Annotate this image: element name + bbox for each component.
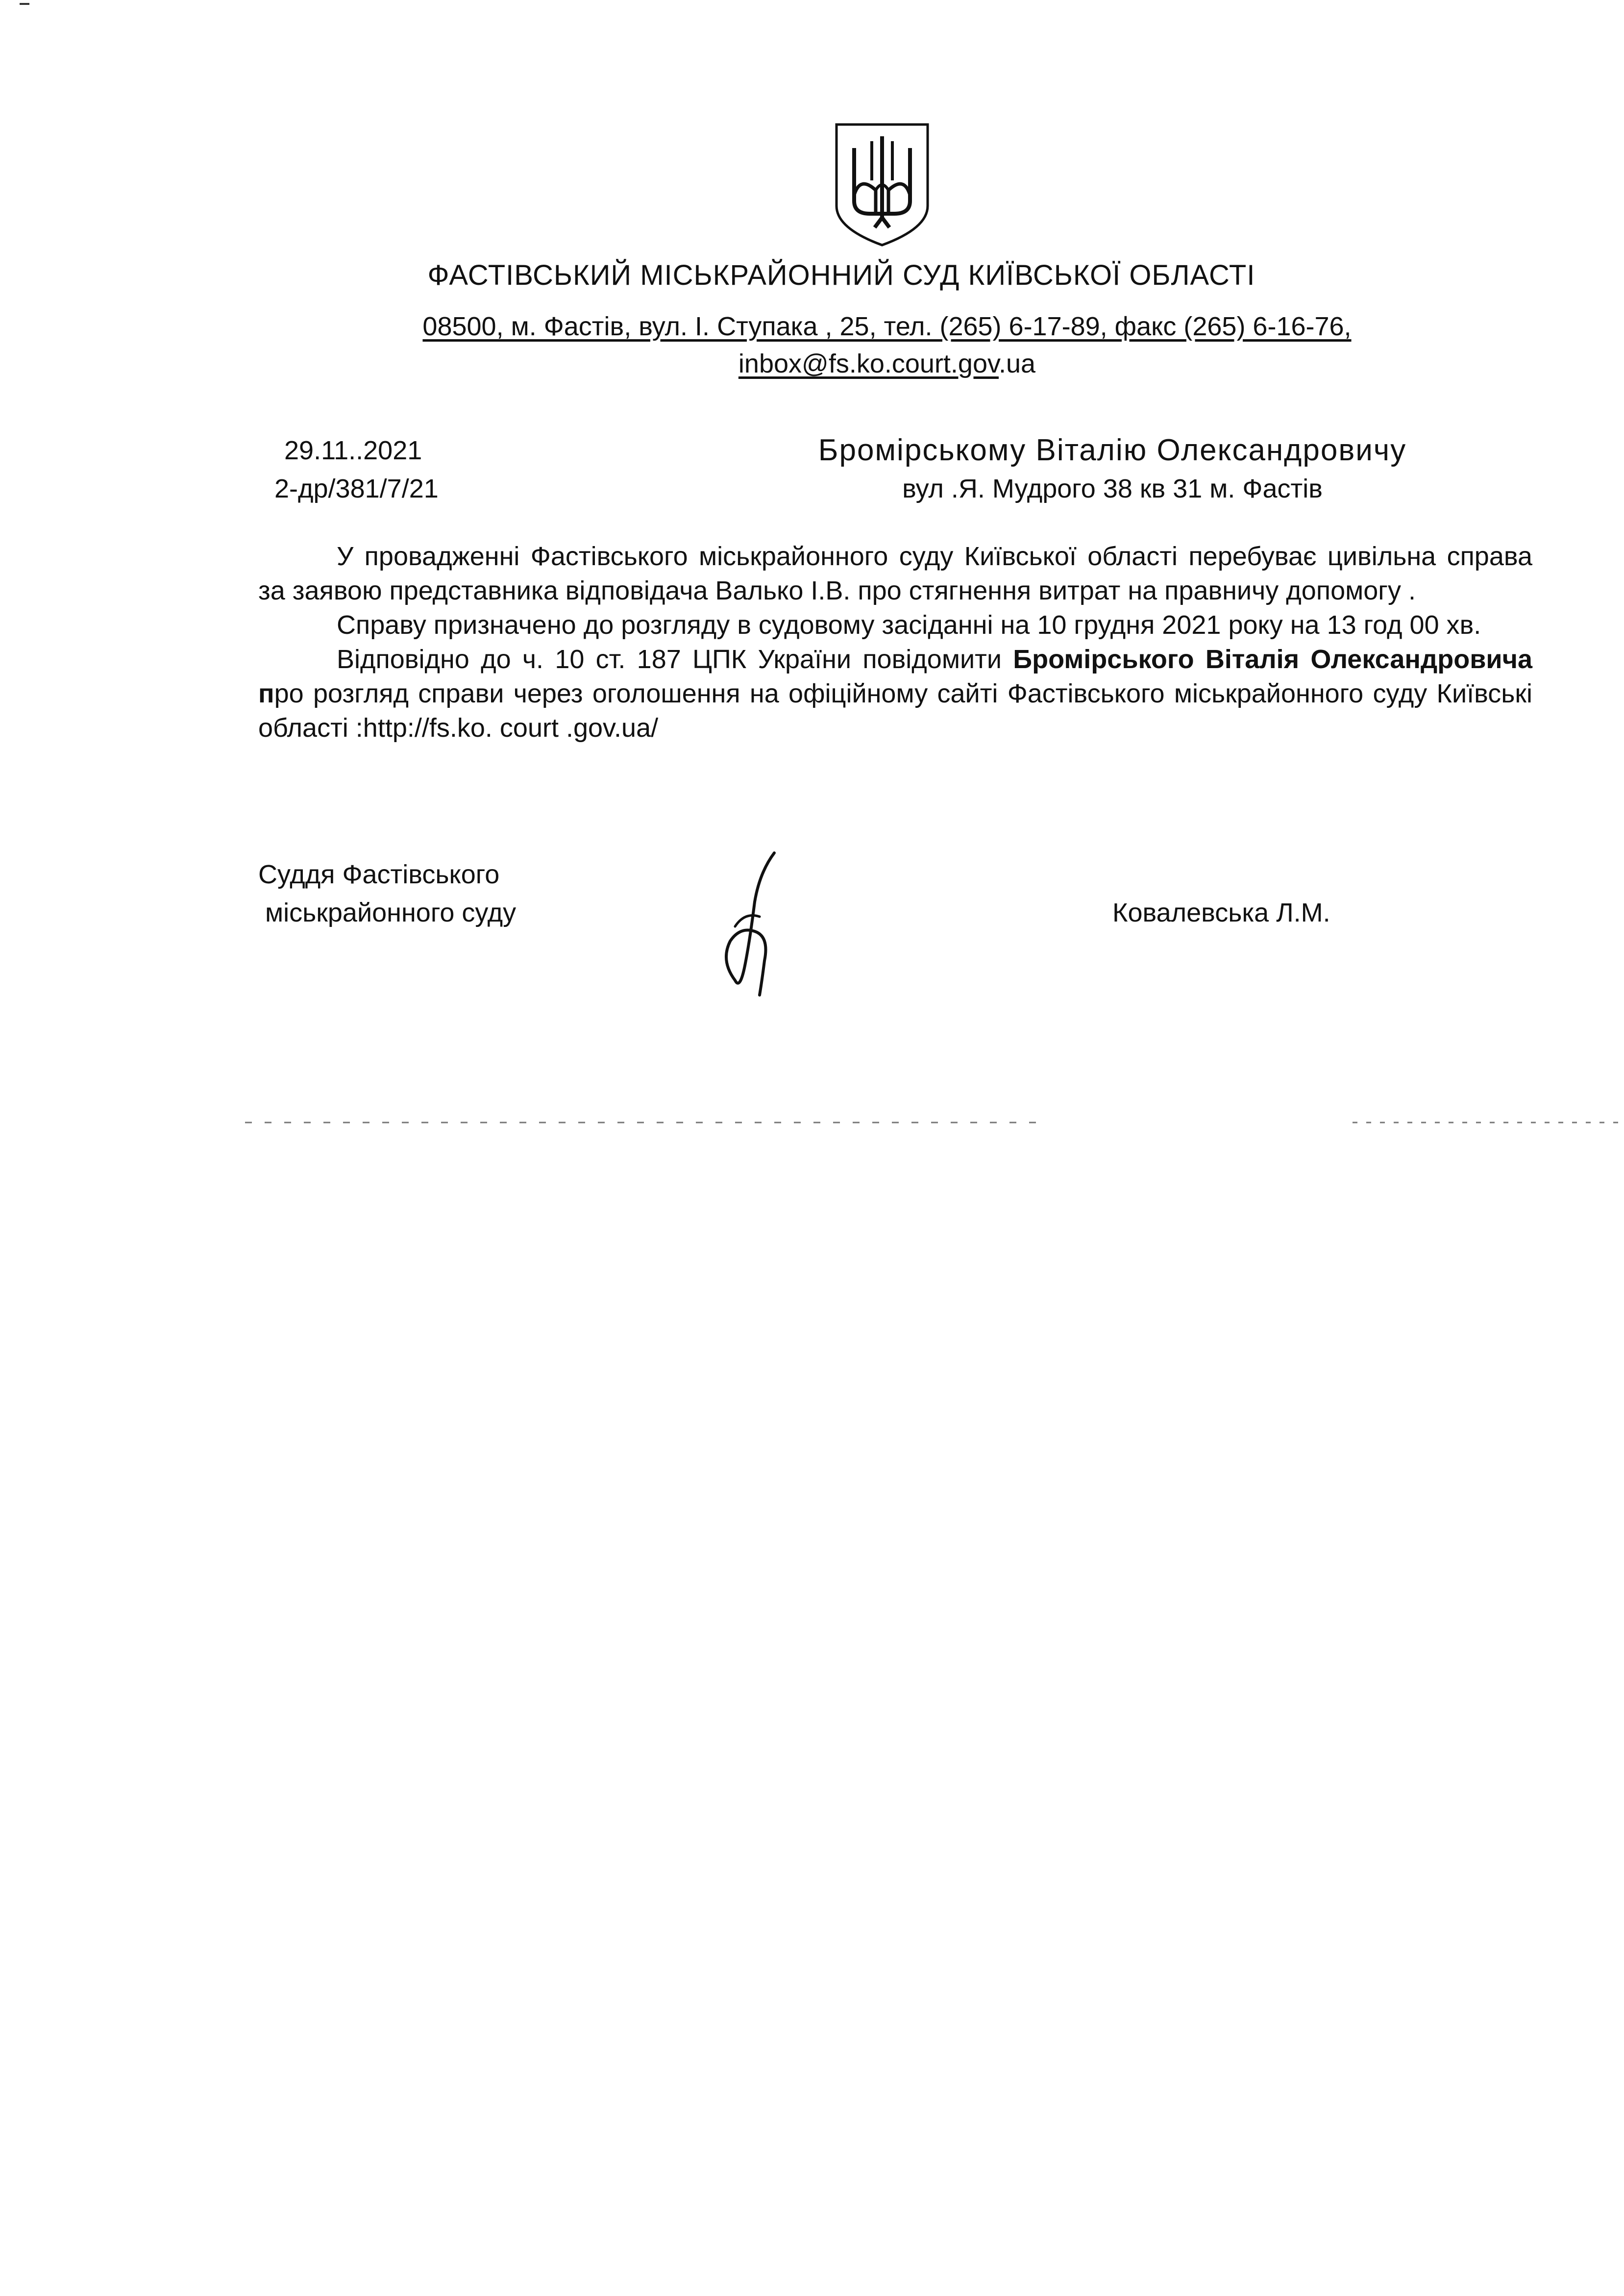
court-name-heading: ФАСТІВСЬКИЙ МІСЬКРАЙОННИЙ СУД КИЇВСЬКОЇ ОБЛАСТІ <box>427 259 1255 291</box>
body-paragraph-3-end: ро розгляд справи через оголошення на офіційному сайті Фастівського міськрайонного суду Київські області :http://fs.ko. court .gov.ua/ <box>258 679 1532 743</box>
body-paragraph-2: Справу призначено до розгляду в судовому засіданні на 10 грудня 2021 року на 13 год 00 хв. <box>337 610 1481 640</box>
recipient-block <box>794 431 1431 508</box>
handwritten-signature <box>701 843 799 1000</box>
judge-title-line-2: міськрайонного суду <box>265 898 517 927</box>
body-paragraph-3 <box>258 642 1532 745</box>
body-paragraph-1: У провадженні Фастівського міськрайонного суду Київської області перебуває цивільна справа за заявою представника відповідача Валько І.В. про стягнення витрат на правничу допомогу . <box>258 542 1532 605</box>
recipient-name: Бромірському Віталію Олександровичу <box>818 433 1407 467</box>
judge-title-line-1: Суддя Фастівського <box>258 860 500 889</box>
document-date: 29.11..2021 <box>284 436 422 465</box>
judge-name: Ковалевська Л.М. <box>1112 898 1330 927</box>
court-address-line: 08500, м. Фастів, вул. І. Ступака , 25, тел. (265) 6-17-89, факс (265) 6-16-76, <box>422 312 1352 341</box>
court-email-line <box>323 345 1451 382</box>
body-paragraph-3-bold-name: Бромірського Віталія Олександровича п <box>258 645 1532 708</box>
trident-coat-of-arms-icon <box>831 122 934 249</box>
document-meta <box>274 431 439 508</box>
court-email-link[interactable]: inbox@fs.ko.court.gov <box>738 349 999 378</box>
body-paragraph-3-start: Відповідно до ч. 10 ст. 187 ЦПК України повідомити <box>337 645 1013 674</box>
court-email-tail: .ua <box>998 349 1036 378</box>
judge-title-block <box>258 855 516 932</box>
case-number: 2-др/381/7/21 <box>274 474 439 503</box>
court-address-block <box>323 308 1451 382</box>
recipient-address: вул .Я. Мудрого 38 кв 31 м. Фастів <box>902 474 1323 503</box>
notice-body <box>258 539 1532 745</box>
